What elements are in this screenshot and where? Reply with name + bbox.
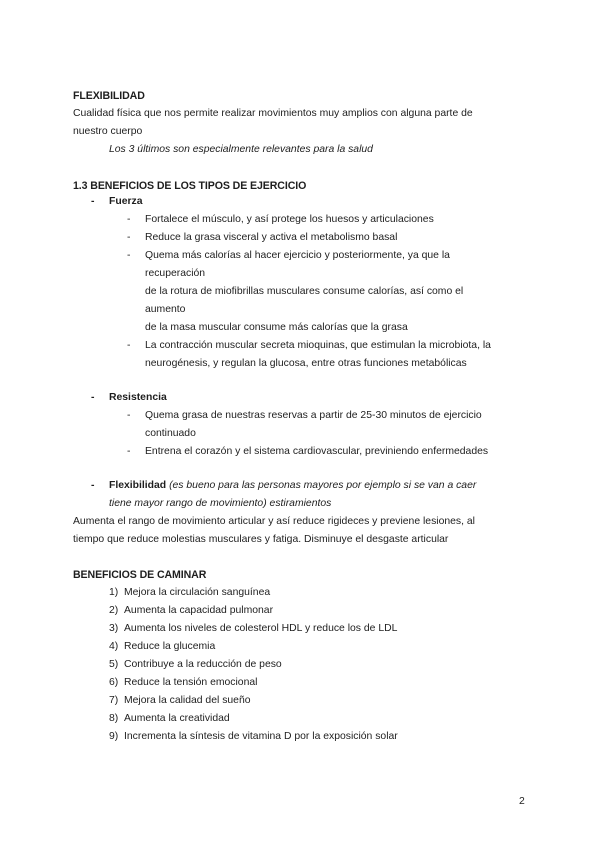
strength-item-dash: - xyxy=(127,232,131,243)
flexibility-definition-line1: Cualidad física que nos permite realizar movimientos muy amplios con alguna parte de xyxy=(73,108,473,119)
endurance-item1-line: Quema grasa de nuestras reservas a partir de 25-30 minutos de ejercicio xyxy=(145,410,482,421)
walking-heading: BENEFICIOS DE CAMINAR xyxy=(73,569,207,581)
flex-line xyxy=(109,477,476,495)
walking-item: Incrementa la síntesis de vitamina D por la exposición solar xyxy=(124,731,398,742)
endurance-bullet: - xyxy=(91,392,95,403)
page-number: 2 xyxy=(519,796,525,807)
walking-item-number: 1) xyxy=(109,587,119,598)
walking-item: Aumenta la creatividad xyxy=(124,713,230,724)
strength-item: Reduce la grasa visceral y activa el metabolismo basal xyxy=(145,232,398,243)
walking-item-number: 3) xyxy=(109,623,119,634)
walking-item-number: 7) xyxy=(109,695,119,706)
strength-item: Fortalece el músculo, y así protege los huesos y articulaciones xyxy=(145,214,434,225)
flex-paragraph-line1: Aumenta el rango de movimiento articular y así reduce rigideces y previene lesiones, al xyxy=(73,516,475,527)
flex-note-line2: tiene mayor rango de movimiento) estiramientos xyxy=(109,498,332,509)
endurance-label: Resistencia xyxy=(109,392,167,403)
walking-item: Mejora la circulación sanguínea xyxy=(124,587,271,598)
endurance-item2: Entrena el corazón y el sistema cardiovascular, previniendo enfermedades xyxy=(145,446,489,457)
strength-bullet: - xyxy=(91,196,95,207)
endurance-item-dash: - xyxy=(127,446,131,457)
strength-item-dash: - xyxy=(127,340,131,351)
strength-item-dash: - xyxy=(127,214,131,225)
strength-item4-line: neurogénesis, y regulan la glucosa, entre otras funciones metabólicas xyxy=(145,358,467,369)
strength-item3-line: de la rotura de miofibrillas musculares consume calorías, así como el xyxy=(145,286,464,297)
flexibility-definition-line2: nuestro cuerpo xyxy=(73,126,143,137)
strength-item3-line: Quema más calorías al hacer ejercicio y posteriormente, ya que la xyxy=(145,250,450,261)
walking-item-number: 5) xyxy=(109,659,119,670)
walking-item: Mejora la calidad del sueño xyxy=(124,695,251,706)
flex-note-line1: (es bueno para las personas mayores por ejemplo si se van a caer xyxy=(169,480,477,491)
walking-item-number: 9) xyxy=(109,731,119,742)
walking-item: Contribuye a la reducción de peso xyxy=(124,659,282,670)
endurance-item-dash: - xyxy=(127,410,131,421)
flex-bullet: - xyxy=(91,480,95,491)
flex-label: Flexibilidad xyxy=(109,480,167,491)
flex-paragraph-line2: tiempo que reduce molestias musculares y fatiga. Disminuye el desgaste articular xyxy=(73,534,449,545)
strength-item3-line: recuperación xyxy=(145,268,206,279)
walking-item-number: 6) xyxy=(109,677,119,688)
benefits-heading: 1.3 BENEFICIOS DE LOS TIPOS DE EJERCICIO xyxy=(73,180,307,192)
flexibility-note: Los 3 últimos son especialmente relevantes para la salud xyxy=(109,144,373,155)
flexibility-heading: FLEXIBILIDAD xyxy=(73,90,145,102)
strength-label: Fuerza xyxy=(109,196,143,207)
walking-item: Reduce la glucemia xyxy=(124,641,216,652)
strength-item4-line: La contracción muscular secreta mioquinas, que estimulan la microbiota, la xyxy=(145,340,491,351)
walking-item-number: 4) xyxy=(109,641,119,652)
strength-item3-line: de la masa muscular consume más calorías que la grasa xyxy=(145,322,408,333)
walking-item: Reduce la tensión emocional xyxy=(124,677,258,688)
walking-item-number: 8) xyxy=(109,713,119,724)
walking-item: Aumenta los niveles de colesterol HDL y reduce los de LDL xyxy=(124,623,398,634)
endurance-item1-line: continuado xyxy=(145,428,196,439)
walking-item: Aumenta la capacidad pulmonar xyxy=(124,605,274,616)
strength-item3-line: aumento xyxy=(145,304,186,315)
strength-item-dash: - xyxy=(127,250,131,261)
walking-item-number: 2) xyxy=(109,605,119,616)
